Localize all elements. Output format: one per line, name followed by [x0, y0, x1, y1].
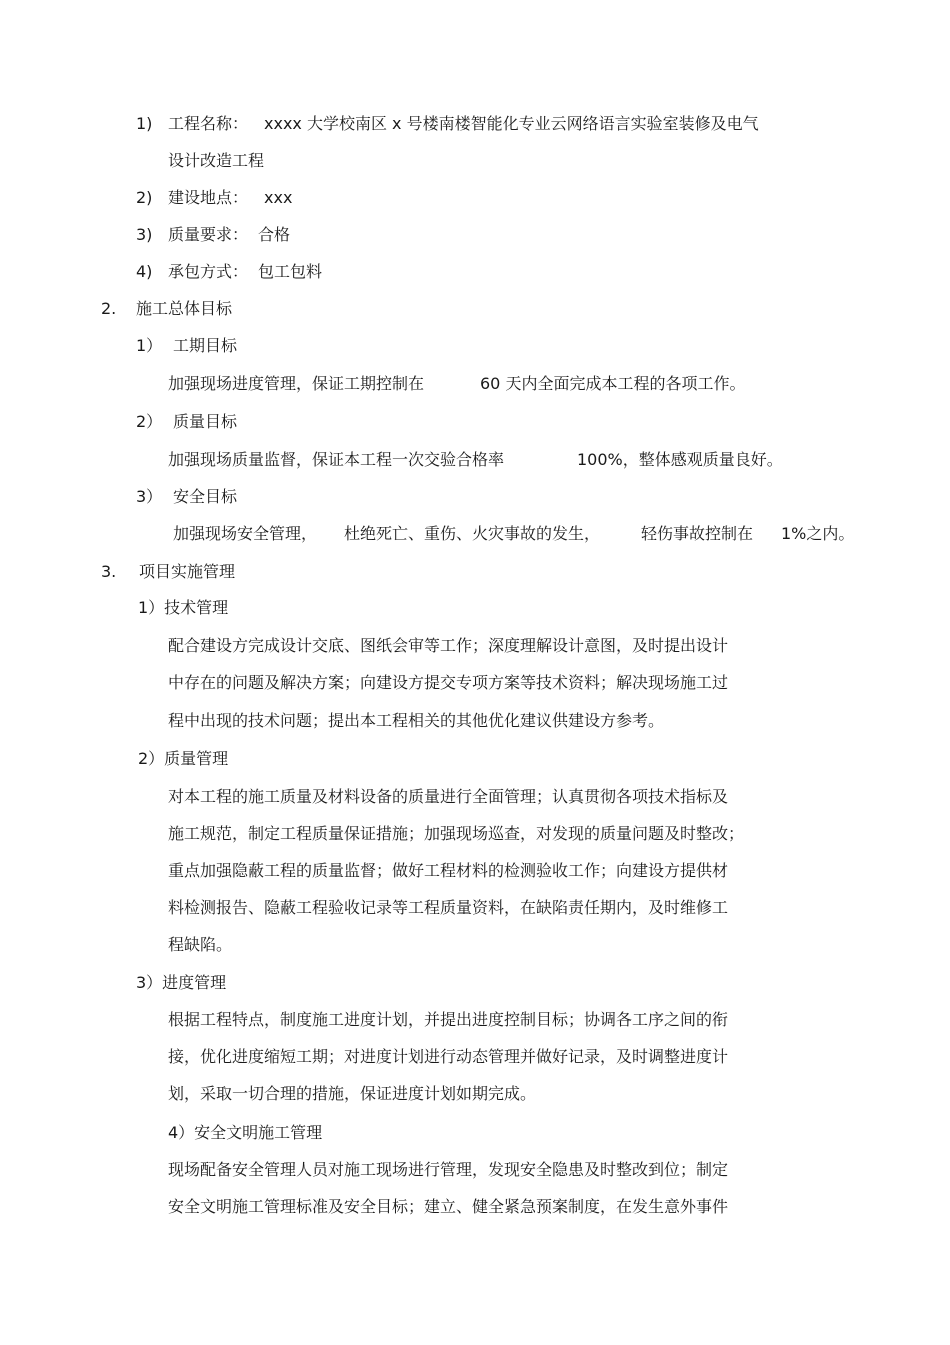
location-label: 建设地点：: [168, 188, 249, 207]
paragraph-line: 程缺陷。: [168, 935, 233, 954]
goal-text: 100%，整体感观质量良好。: [577, 450, 783, 469]
paragraph-line: 根据工程特点，制度施工进度计划，并提出进度控制目标；协调各工序之间的衔: [168, 1010, 729, 1029]
item-number: 1): [136, 114, 153, 133]
quality-value: 合格: [258, 225, 291, 244]
section-number: 2.: [101, 299, 117, 318]
goal-text: 加强现场进度管理，保证工期控制在: [168, 374, 425, 393]
goal-title: 安全目标: [173, 487, 238, 506]
section-title: 施工总体目标: [136, 299, 233, 318]
project-name-continuation: 设计改造工程: [168, 151, 265, 170]
goal-text: 加强现场安全管理，: [173, 524, 318, 543]
goal-text: 60 天内全面完成本工程的各项工作。: [480, 374, 746, 393]
paragraph-line: 施工规范，制定工程质量保证措施；加强现场巡查，对发现的质量问题及时整改；: [168, 824, 745, 843]
subsection-title: 4）安全文明施工管理: [168, 1123, 323, 1142]
project-name-label: 工程名称：: [168, 114, 249, 133]
paragraph-line: 程中出现的技术问题；提出本工程相关的其他优化建议供建设方参考。: [168, 711, 665, 730]
subsection-title: 2）质量管理: [138, 749, 229, 768]
section-number: 3.: [101, 562, 117, 581]
goal-title: 质量目标: [173, 412, 238, 431]
goal-number: 2）: [136, 412, 163, 431]
subsection-title: 1）技术管理: [138, 598, 229, 617]
paragraph-line: 接，优化进度缩短工期；对进度计划进行动态管理并做好记录，及时调整进度计: [168, 1047, 729, 1066]
paragraph-line: 安全文明施工管理标准及安全目标；建立、健全紧急预案制度，在发生意外事件: [168, 1197, 729, 1216]
paragraph-line: 料检测报告、隐蔽工程验收记录等工程质量资料，在缺陷责任期内，及时维修工: [168, 898, 729, 917]
location-value: xxx: [264, 188, 293, 207]
goal-number: 3）: [136, 487, 163, 506]
subsection-title: 3）进度管理: [136, 973, 227, 992]
paragraph-line: 对本工程的施工质量及材料设备的质量进行全面管理；认真贯彻各项技术指标及: [168, 787, 729, 806]
paragraph-line: 重点加强隐蔽工程的质量监督；做好工程材料的检测验收工作；向建设方提供材: [168, 861, 729, 880]
goal-text: 1%之内。: [781, 524, 855, 543]
item-number: 4): [136, 262, 153, 281]
paragraph-line: 配合建设方完成设计交底、图纸会审等工作；深度理解设计意图，及时提出设计: [168, 636, 729, 655]
item-number: 3): [136, 225, 153, 244]
goal-text: 轻伤事故控制在: [641, 524, 754, 543]
contract-value: 包工包料: [258, 262, 323, 281]
paragraph-line: 划，采取一切合理的措施，保证进度计划如期完成。: [168, 1084, 537, 1103]
goal-title: 工期目标: [173, 336, 238, 355]
contract-label: 承包方式：: [168, 262, 249, 281]
paragraph-line: 现场配备安全管理人员对施工现场进行管理，发现安全隐患及时整改到位；制定: [168, 1160, 729, 1179]
paragraph-line: 中存在的问题及解决方案；向建设方提交专项方案等技术资料；解决现场施工过: [168, 673, 729, 692]
project-name-value: xxxx 大学校南区 x 号楼南楼智能化专业云网络语言实验室装修及电气: [264, 114, 759, 133]
goal-text: 杜绝死亡、重伤、火灾事故的发生，: [344, 524, 601, 543]
goal-text: 加强现场质量监督，保证本工程一次交验合格率: [168, 450, 505, 469]
quality-label: 质量要求：: [168, 225, 249, 244]
goal-number: 1）: [136, 336, 163, 355]
section-title: 项目实施管理: [139, 562, 236, 581]
item-number: 2): [136, 188, 153, 207]
